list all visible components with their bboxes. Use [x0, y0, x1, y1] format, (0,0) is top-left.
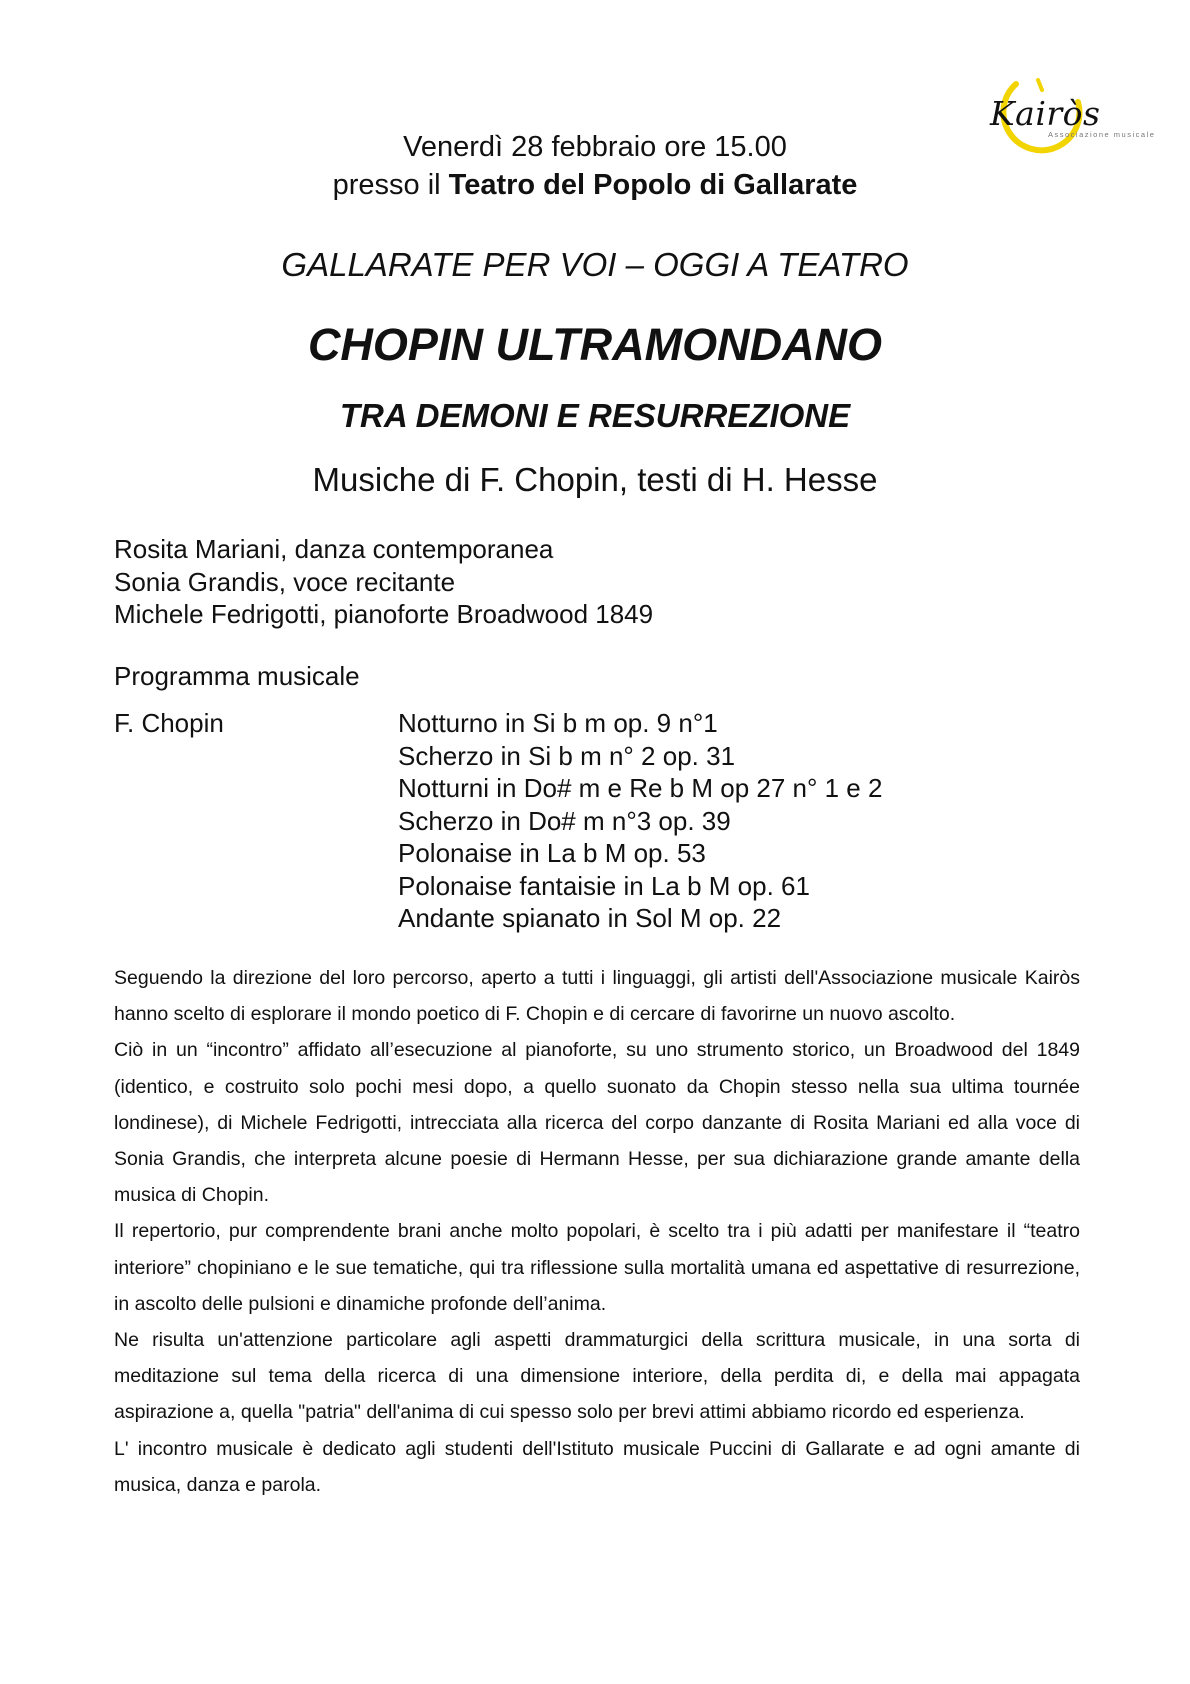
event-subtitle: TRA DEMONI E RESURREZIONE [339, 397, 851, 434]
venue-name: Teatro del Popolo di Gallarate [448, 169, 858, 201]
program-pieces-list [398, 707, 882, 935]
event-venue [0, 166, 1190, 204]
description-paragraph: Seguendo la direzione del loro percorso, aperto a tutti i linguaggi, gli artisti dell'Associazione musicale Kairòs hanno scelto di esplorare il mondo poetico di F. Chopin e di cercare di favorirne un nuovo ascolto. [114, 967, 1080, 1026]
event-title: CHOPIN ULTRAMONDANO [307, 319, 883, 370]
performers-list [114, 533, 653, 631]
event-description [114, 960, 1080, 1503]
venue-prefix: presso il [332, 169, 449, 201]
program-piece: Andante spianato in Sol M op. 22 [398, 903, 782, 933]
program-piece: Scherzo in Do# m n°3 op. 39 [398, 805, 731, 836]
program-piece: Polonaise fantaisie in La b M op. 61 [398, 870, 810, 901]
logo-tagline: Associazione musicale [1048, 130, 1156, 139]
description-paragraph: L' incontro musicale è dedicato agli studenti dell'Istituto musicale Puccini di Gallarate e ad ogni amante di musica, danza e parola. [114, 1437, 1080, 1496]
music-credits: Musiche di F. Chopin, testi di H. Hesse [312, 461, 878, 498]
program-piece: Notturni in Do# m e Re b M op 27 n° 1 e 2 [398, 773, 883, 803]
performer-item: Sonia Grandis, voce recitante [114, 566, 456, 597]
description-paragraph: Ciò in un “incontro” affidato all’esecuzione al pianoforte, su uno strumento storico, un Broadwood del 1849 (identico, e costruito solo pochi mesi dopo, a quello suonato da Chopin stesso nella sua ultima tournée londinese), di Michele Fedrigotti, intrecciata alla ricerca del corpo danzante di Rosita Mariani ed alla voce di Sonia Grandis, che interpreta alcune poesie di Hermann Hesse, per sua dichiarazione grande amante della musica di Chopin. [114, 1039, 1080, 1207]
event-date-time: Venerdì 28 febbraio ore 15.00 [403, 131, 787, 163]
description-paragraph: Ne risulta un'attenzione particolare agli aspetti drammaturgici della scrittura musicale, in una sorta di meditazione sul tema della ricerca di una dimensione interiore, della perdita di, e della mai appagata aspirazione a, quella "patria" dell'anima di cui spesso solo per brevi attimi abbiamo ricordo ed esperienza. [114, 1329, 1080, 1424]
program-composer: F. Chopin [114, 708, 224, 738]
program-piece: Notturno in Si b m op. 9 n°1 [398, 708, 718, 738]
logo-wordmark: Kairòs [990, 94, 1101, 133]
program-piece: Scherzo in Si b m n° 2 op. 31 [398, 740, 736, 771]
performer-item: Rosita Mariani, danza contemporanea [114, 534, 554, 564]
program-heading: Programma musicale [114, 661, 360, 691]
description-paragraph: Il repertorio, pur comprendente brani anche molto popolari, è scelto tra i più adatti per manifestare il “teatro interiore” chopiniano e le sue tematiche, qui tra riflessione sulla mortalità umana ed aspettative di resurrezione, in ascolto delle pulsioni e dinamiche profonde dell’anima. [114, 1220, 1080, 1315]
program-piece: Polonaise in La b M op. 53 [398, 838, 706, 868]
series-title: GALLARATE PER VOI – OGGI A TEATRO [281, 246, 909, 283]
performer-item: Michele Fedrigotti, pianoforte Broadwood 1849 [114, 599, 654, 629]
